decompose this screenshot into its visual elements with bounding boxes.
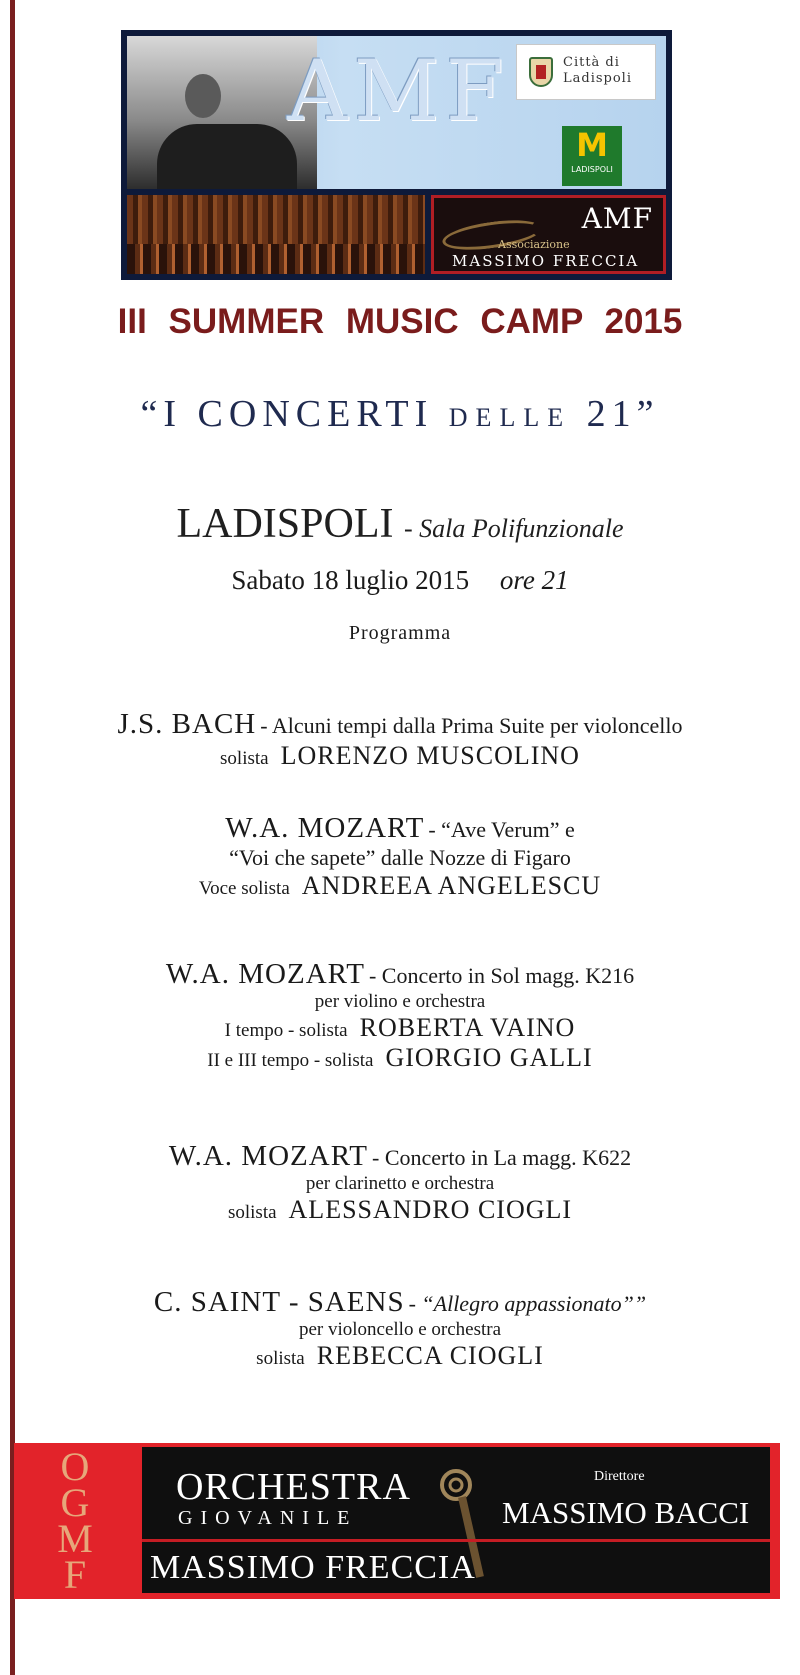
city-logo <box>516 44 656 100</box>
soloist-name: REBECCA CIOGLI <box>316 1341 544 1370</box>
banner-top-panel <box>127 36 666 189</box>
concerti-small: DELLE <box>448 403 572 432</box>
banner-bottom-panel <box>127 195 666 274</box>
venue-place: - Sala Polifunzionale <box>403 514 624 543</box>
orchestra-footer <box>14 1443 780 1599</box>
piece-subtitle: “Voi che sapete” dalle Nozze di Figaro <box>229 845 571 870</box>
footer-panel <box>142 1447 770 1593</box>
orchestra-title: ORCHESTRA <box>176 1466 411 1508</box>
programma-heading: Programma <box>348 622 452 644</box>
venue <box>0 500 800 548</box>
association-name: MASSIMO FRECCIA <box>452 252 640 270</box>
soloist-label: solista <box>227 1202 277 1223</box>
header-banner <box>121 30 672 280</box>
amf-logo-title: AMF <box>287 42 510 140</box>
soloist-name: ALESSANDRO CIOGLI <box>288 1195 573 1224</box>
concerti-main: “I CONCERTI <box>140 393 434 435</box>
composer: J.S. BACH <box>117 708 257 740</box>
sponsor-mark: M <box>576 126 608 164</box>
piece-title: - “Allegro appassionato”” <box>408 1291 647 1316</box>
soloist-label: Voce solista <box>198 878 290 899</box>
soloist-label: solista <box>220 748 269 769</box>
time-text: ore 21 <box>499 565 569 595</box>
ogmf-letter: F <box>63 1552 87 1597</box>
piece-subtitle: per violoncello e orchestra <box>298 1319 502 1340</box>
piece-title: - Alcuni tempi dalla Prima Suite per violoncello <box>260 713 683 738</box>
soloist-label: I tempo - solista <box>224 1020 348 1041</box>
ogmf-letter: O <box>60 1444 90 1489</box>
piece-title: - Concerto in Sol magg. K216 <box>368 963 635 988</box>
soloist-label: solista <box>256 1348 305 1369</box>
soloist2-label: II e III tempo - solista <box>207 1050 374 1071</box>
venue-city: LADISPOLI <box>176 501 394 547</box>
program-item-mozart-k622 <box>0 1140 800 1225</box>
date-text: Sabato 18 luglio 2015 <box>231 565 470 595</box>
sponsor-logo <box>562 126 622 186</box>
orchestra-photo <box>127 195 425 274</box>
composer: W.A. MOZART <box>225 812 425 844</box>
piece-title: - “Ave Verum” e <box>428 817 575 842</box>
orchestra-subtitle: GIOVANILE <box>178 1507 358 1529</box>
event-date <box>0 565 800 596</box>
piece-title: - Concerto in La magg. K622 <box>372 1145 632 1170</box>
soloist-name: ANDREEA ANGELESCU <box>301 871 602 900</box>
association-label: Associazione <box>498 238 570 251</box>
piece-subtitle: per clarinetto e orchestra <box>305 1173 495 1194</box>
city-text <box>563 55 632 87</box>
city-crest-icon <box>529 57 553 87</box>
composer: W.A. MOZART <box>165 958 365 990</box>
orchestra-name: MASSIMO FRECCIA <box>150 1549 476 1586</box>
concert-series-title <box>0 392 800 436</box>
association-logo <box>431 195 666 274</box>
city-label: Città di <box>563 55 620 70</box>
director-name: MASSIMO BACCI <box>502 1495 750 1530</box>
ogmf-letter: M <box>57 1516 93 1561</box>
composer: C. SAINT - SAENS <box>153 1286 405 1318</box>
program-item-mozart-k216 <box>0 958 800 1073</box>
conductor-body <box>157 124 297 189</box>
camp-title: III SUMMER MUSIC CAMP 2015 <box>117 302 683 341</box>
program-item-saint-saens <box>0 1286 800 1371</box>
composer: W.A. MOZART <box>168 1140 369 1172</box>
sponsor-label: LADISPOLI <box>571 165 613 174</box>
program-item-bach <box>0 708 800 771</box>
city-name: Ladispoli <box>563 71 632 86</box>
ogmf-letter: G <box>60 1480 90 1525</box>
program-item-mozart-ave-verum <box>0 812 800 901</box>
concerti-end: 21” <box>586 393 660 435</box>
ogmf-monogram <box>52 1444 98 1597</box>
soloist2-name: GIORGIO GALLI <box>385 1043 593 1072</box>
conductor-head <box>185 74 221 118</box>
director-label: Direttore <box>594 1469 645 1484</box>
association-amf: AMF <box>581 202 653 235</box>
piece-subtitle: per violino e orchestra <box>314 991 486 1012</box>
footer-divider <box>142 1539 770 1542</box>
soloist-name: ROBERTA VAINO <box>359 1013 576 1042</box>
soloist-name: LORENZO MUSCOLINO <box>280 741 580 770</box>
